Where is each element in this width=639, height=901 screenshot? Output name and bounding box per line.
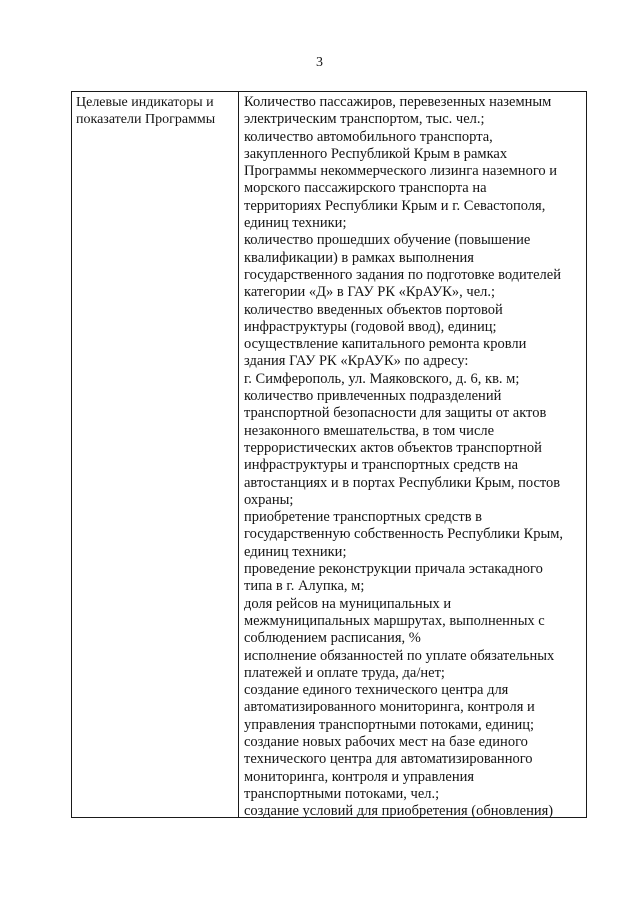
text-line: исполнение обязанностей по уплате обязательных <box>244 647 555 664</box>
text-line: типа в г. Алупка, м; <box>244 578 365 595</box>
text-line: незаконного вмешательства, в том числе <box>244 422 495 439</box>
table-cell-heading <box>72 92 239 817</box>
text-line: количество прошедших обучение (повышение <box>244 232 531 249</box>
text-line: межмуниципальных маршрутах, выполненных с <box>244 612 545 629</box>
text-line: Программы некоммерческого лизинга наземного и <box>244 163 558 180</box>
text-line: создание единого технического центра для <box>244 682 509 699</box>
text-line: технического центра для автоматизированного <box>244 751 533 768</box>
text-line: инфраструктуры (годовой ввод), единиц; <box>244 318 497 335</box>
text-line: закупленного Республикой Крым в рамках <box>244 145 508 162</box>
text-line: государственного задания по подготовке водителей <box>244 266 561 283</box>
text-line: квалификации) в рамках выполнения <box>244 249 474 266</box>
text-line: территориях Республики Крым и г. Севастополя, <box>244 197 546 214</box>
page-number: 3 <box>316 55 323 70</box>
text-line: инфраструктуры и транспортных средств на <box>244 457 519 474</box>
text-line: Количество пассажиров, перевезенных наземным <box>244 94 552 110</box>
text-line: транспортной безопасности для защиты от актов <box>244 405 547 422</box>
text-line: г. Симферополь, ул. Маяковского, д. 6, кв. м; <box>244 370 520 387</box>
text-line: категории «Д» в ГАУ РК «КрАУК», чел.; <box>244 284 496 301</box>
text-line: мониторинга, контроля и управления <box>244 768 475 785</box>
text-line: здания ГАУ РК «КрАУК» по адресу: <box>244 353 469 370</box>
text-line: единиц техники; <box>244 543 347 560</box>
text-line: осуществление капитального ремонта кровли <box>244 336 527 353</box>
text-line: единиц техники; <box>244 215 347 232</box>
text-line: Целевые индикаторы и <box>76 95 214 110</box>
table-cell-indicators <box>239 92 586 820</box>
text-line: автоматизированного мониторинга, контроля и <box>244 699 535 716</box>
text-line: государственную собственность Республики Крым, <box>244 526 564 543</box>
text-line: доля рейсов на муниципальных и <box>244 595 452 612</box>
text-line: электрическим транспортом, тыс. чел.; <box>244 111 485 128</box>
text-line: количество автомобильного транспорта, <box>244 128 493 145</box>
text-line: приобретение транспортных средств в <box>244 509 483 526</box>
text-line: проведение реконструкции причала эстакадного <box>244 561 543 578</box>
text-line: террористических актов объектов транспортной <box>244 439 542 456</box>
text-line: морского пассажирского транспорта на <box>244 180 487 197</box>
text-line: количество привлеченных подразделений <box>244 388 502 405</box>
text-line: платежей и оплате труда, да/нет; <box>244 664 445 681</box>
text-line: автостанциях и в портах Республики Крым, постов <box>244 474 561 491</box>
indicators-table <box>71 91 587 818</box>
text-line: соблюдением расписания, % <box>244 630 421 647</box>
text-line: создание условий для приобретения (обновления) <box>244 803 554 820</box>
text-line: охраны; <box>244 491 294 508</box>
text-line: транспортными потоками, чел.; <box>244 785 440 802</box>
text-line: создание новых рабочих мест на базе единого <box>244 733 528 750</box>
text-line: показатели Программы <box>76 112 216 127</box>
text-line: управления транспортными потоками, единиц; <box>244 716 535 733</box>
text-line: количество введенных объектов портовой <box>244 301 503 318</box>
